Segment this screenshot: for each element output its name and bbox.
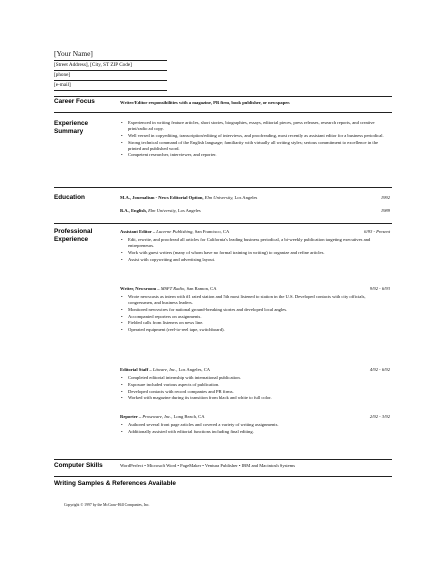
list-item: • Work with guest writers (many of whom have no formal training in writing) to organize and refine articles. <box>120 250 390 256</box>
school: Elm University, <box>204 195 234 200</box>
job-company: MSFT Radio, <box>160 286 186 291</box>
list-item: • Operated equipment (reel-to-reel tape, switchboard). <box>120 327 390 333</box>
education-item <box>120 208 390 214</box>
job-location: Long Beach, CA <box>173 414 205 419</box>
contact-divider <box>54 70 167 71</box>
job-heading <box>120 414 390 420</box>
degree: B.A., English, <box>120 208 147 213</box>
job-dates: 2/92 - 3/92 <box>369 414 390 419</box>
computer-skills-heading: Computer Skills <box>54 462 103 469</box>
job-title: Editorial Staff – <box>120 367 152 372</box>
list-item: • Edit, rewrite, and proofread all articles for California's leading business periodical, a bi-weekly publication targeting executives and entrepreneurs. <box>120 237 390 249</box>
job-bullets <box>120 422 390 436</box>
job-bullets <box>120 375 390 402</box>
education-year: 1992 <box>380 195 390 200</box>
section-rule <box>54 187 392 188</box>
school-location: Los Angeles <box>234 195 258 200</box>
list-item: • Well versed in copyediting, transcription/editing of interviews, and proofreading, most recently as assistant editor for a business periodical. <box>120 133 390 139</box>
list-item: • Exposure included various aspects of publication. <box>120 382 390 388</box>
career-focus-heading: Career Focus <box>54 98 95 105</box>
list-item: • Developed contacts with record companies and PR firms. <box>120 389 390 395</box>
writing-samples-heading: Writing Samples & References Available <box>54 480 176 487</box>
professional-experience-heading-1: Professional <box>54 228 93 235</box>
contact-divider <box>54 90 167 91</box>
list-item: • Competent researcher, interviewer, and reporter. <box>120 152 390 158</box>
list-item: • Assist with copywriting and advertising layout. <box>120 257 390 263</box>
job-title: Writer, Newsroom – <box>120 286 160 291</box>
contact-divider <box>54 60 167 61</box>
education-heading: Education <box>54 194 85 201</box>
job-company: Lucerne Publishing, <box>156 229 194 234</box>
list-item: • Experienced in writing feature articles, short stories, biographies, essays, editorial pieces, press releases, research reports, and creative print/radio ad copy. <box>120 120 390 132</box>
job-heading <box>120 229 390 235</box>
job-bullets <box>120 237 390 263</box>
job-location: Los Angeles, CA <box>178 367 211 372</box>
job-dates: 4/92 - 6/92 <box>369 367 390 372</box>
list-item: • Accompanied reporters on assignments. <box>120 314 390 320</box>
degree: M.A., Journalism - News Editorial Option, <box>120 195 204 200</box>
school-location: Los Angeles <box>177 208 201 213</box>
contact-phone: [phone] <box>54 72 71 78</box>
list-item: • Monitored newswires for national ground-breaking stories and developed local angles. <box>120 307 390 313</box>
section-rule <box>54 96 392 97</box>
job-dates: 6/93 - Present <box>364 229 390 234</box>
job-company: Litware, Inc., <box>152 367 178 372</box>
contact-divider <box>54 80 167 81</box>
list-item: • Fielded calls from listeners on news line. <box>120 320 390 326</box>
career-focus-text: Writer/Editor responsibilities with a magazine, PR firm, book publisher, or newspaper. <box>120 100 291 105</box>
list-item: • Wrote newscasts as intern with #1 rated station and 5th most listened to station in the U.S. Developed contacts with city officials, congressmen, and business leaders. <box>120 294 390 306</box>
job-heading <box>120 286 390 292</box>
list-item: • Authored several front page articles and covered a variety of writing assignments. <box>120 422 390 428</box>
school: Elm University, <box>148 208 177 213</box>
list-item: • Completed editorial internship with international publication. <box>120 375 390 381</box>
job-location: San Francisco, CA <box>194 229 230 234</box>
education-year: 1989 <box>380 208 390 213</box>
list-item: • Additionally assisted with editorial functions including final editing. <box>120 429 390 435</box>
job-title: Assistant Editor – <box>120 229 156 234</box>
job-location: San Ramon, CA <box>186 286 217 291</box>
experience-summary-list <box>120 120 390 159</box>
education-item <box>120 195 390 201</box>
job-dates: 9/92 - 6/93 <box>369 286 390 291</box>
computer-skills-text: WordPerfect • Microsoft Word • PageMaker • Ventura Publisher • IBM and Macintosh Systems <box>120 463 296 468</box>
experience-summary-heading-2: Summary <box>54 128 84 135</box>
job-bullets <box>120 294 390 334</box>
job-title: Reporter – <box>120 414 142 419</box>
section-rule <box>54 459 392 460</box>
section-rule <box>54 112 392 113</box>
section-rule <box>54 223 392 224</box>
list-item: • Worked with magazine during its transition from black and white to full color. <box>120 395 390 401</box>
professional-experience-heading-2: Experience <box>54 236 89 243</box>
job-company: Proseware, Inc., <box>142 414 173 419</box>
contact-name: [Your Name] <box>54 49 93 58</box>
section-rule <box>54 476 392 477</box>
copyright: Copyright © 1997 by the McGraw-Hill Companies, Inc. <box>64 503 150 507</box>
contact-email: [e-mail] <box>54 82 71 88</box>
contact-address: [Street Address], [City, ST ZIP Code] <box>54 62 132 68</box>
list-item: • Strong technical command of the English language; familiarity with virtually all writing styles; serious commitment to excellence in the printed and published word. <box>120 140 390 152</box>
job-heading <box>120 367 390 373</box>
experience-summary-heading-1: Experience <box>54 120 89 127</box>
